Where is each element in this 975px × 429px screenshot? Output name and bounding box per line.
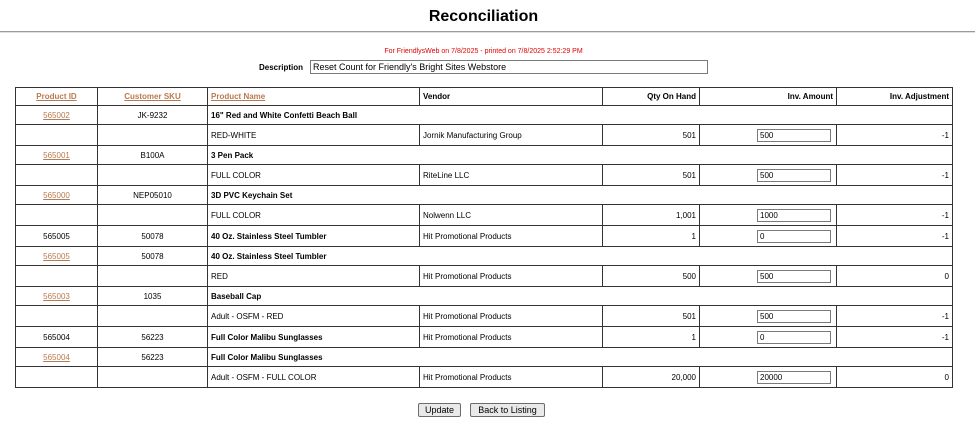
empty-cell [16,165,98,186]
vendor-cell: Nolwenn LLC [420,205,603,226]
table-row [16,327,953,348]
title-divider [0,31,975,33]
variant-name-cell: Adult - OSFM - RED [208,306,420,327]
product-name-cell: Full Color Malibu Sunglasses [208,327,420,348]
inv-amount-input[interactable] [757,129,831,142]
qty-on-hand-cell: 1 [603,226,700,247]
inv-amount-input[interactable] [757,209,831,222]
customer-sku-cell: B100A [98,146,208,165]
inv-adjustment-cell: 0 [837,266,953,287]
qty-on-hand-cell: 1 [603,327,700,348]
inv-amount-cell [700,226,837,247]
product-id-cell[interactable] [16,106,98,125]
product-id-cell: 565005 [16,226,98,247]
col-header-product-id[interactable] [16,88,98,106]
product-name-cell: 40 Oz. Stainless Steel Tumbler [208,226,420,247]
qty-on-hand-cell: 500 [603,266,700,287]
qty-on-hand-cell: 1,001 [603,205,700,226]
inv-amount-input[interactable] [757,230,831,243]
inv-amount-cell [700,205,837,226]
empty-cell [98,306,208,327]
inv-amount-input[interactable] [757,169,831,182]
product-id-cell[interactable] [16,287,98,306]
product-id-cell: 565004 [16,327,98,348]
product-id-link[interactable]: 565004 [43,352,70,362]
empty-cell [16,306,98,327]
customer-sku-cell: NEP05010 [98,186,208,205]
variant-name-cell: FULL COLOR [208,205,420,226]
empty-cell [16,266,98,287]
vendor-cell: Hit Promotional Products [420,266,603,287]
variant-name-cell: FULL COLOR [208,165,420,186]
customer-sku-cell: 56223 [98,327,208,348]
empty-cell [16,205,98,226]
col-header-product-name[interactable] [208,88,420,106]
sort-customer-sku-link[interactable]: Customer SKU [124,92,181,101]
update-button[interactable]: Update [418,403,461,417]
qty-on-hand-cell: 501 [603,306,700,327]
qty-on-hand-cell: 501 [603,125,700,146]
vendor-cell: Hit Promotional Products [420,367,603,388]
customer-sku-cell: 1035 [98,287,208,306]
col-header-customer-sku[interactable] [98,88,208,106]
inv-amount-input[interactable] [757,371,831,384]
table-row [16,287,953,306]
customer-sku-cell: JK-9232 [98,106,208,125]
empty-cell [98,165,208,186]
inv-amount-cell [700,266,837,287]
product-id-link[interactable]: 565005 [43,251,70,261]
inv-adjustment-cell: -1 [837,226,953,247]
table-row [16,186,953,205]
product-id-cell[interactable] [16,146,98,165]
empty-cell [98,125,208,146]
product-id-cell[interactable] [16,247,98,266]
table-row [16,348,953,367]
product-name-cell: 3D PVC Keychain Set [208,186,953,205]
vendor-cell: Hit Promotional Products [420,226,603,247]
product-name-cell: 40 Oz. Stainless Steel Tumbler [208,247,953,266]
table-row [16,247,953,266]
sort-product-name-link[interactable]: Product Name [211,92,266,101]
inv-amount-cell [700,367,837,388]
customer-sku-cell: 50078 [98,247,208,266]
inv-adjustment-cell: -1 [837,205,953,226]
empty-cell [16,125,98,146]
empty-cell [98,266,208,287]
col-header-vendor: Vendor [420,88,603,106]
table-row [16,165,953,186]
table-row [16,205,953,226]
product-id-link[interactable]: 565003 [43,291,70,301]
inv-amount-input[interactable] [757,331,831,344]
inv-amount-cell [700,327,837,348]
table-row [16,146,953,165]
table-row [16,266,953,287]
vendor-cell: Hit Promotional Products [420,327,603,348]
inv-amount-input[interactable] [757,310,831,323]
table-row [16,125,953,146]
description-input[interactable] [310,60,708,74]
col-header-inv-amount: Inv. Amount [700,88,837,106]
product-id-cell[interactable] [16,186,98,205]
product-id-link[interactable]: 565000 [43,190,70,200]
inv-adjustment-cell: -1 [837,327,953,348]
page-title: Reconciliation [428,8,539,25]
inv-adjustment-cell: 0 [837,367,953,388]
product-name-cell: 3 Pen Pack [208,146,953,165]
product-id-cell[interactable] [16,348,98,367]
description-row [259,59,708,75]
inv-amount-cell [700,125,837,146]
inv-amount-cell [700,165,837,186]
product-name-cell: Full Color Malibu Sunglasses [208,348,953,367]
vendor-cell: Hit Promotional Products [420,306,603,327]
back-to-listing-button[interactable]: Back to Listing [470,403,545,417]
empty-cell [98,205,208,226]
customer-sku-cell: 56223 [98,348,208,367]
table-header-row [16,88,953,106]
product-name-cell: 16" Red and White Confetti Beach Ball [208,106,953,125]
variant-name-cell: RED-WHITE [208,125,420,146]
product-id-link[interactable]: 565002 [43,110,70,120]
table-row [16,306,953,327]
table-row [16,367,953,388]
vendor-cell: Jornik Manufacturing Group [420,125,603,146]
inv-adjustment-cell: -1 [837,165,953,186]
table-body [16,106,953,388]
inv-amount-input[interactable] [757,270,831,283]
inv-amount-cell [700,306,837,327]
inv-adjustment-cell: -1 [837,306,953,327]
print-note: For FriendlysWeb on 7/8/2025 - printed on 7/8/2025 2:52:29 PM [384,48,583,55]
variant-name-cell: RED [208,266,420,287]
qty-on-hand-cell: 501 [603,165,700,186]
product-name-cell: Baseball Cap [208,287,953,306]
description-label: Description [259,62,304,72]
empty-cell [16,367,98,388]
product-id-link[interactable]: 565001 [43,150,70,160]
sort-product-id-link[interactable]: Product ID [36,92,77,101]
action-buttons [418,403,545,417]
qty-on-hand-cell: 20,000 [603,367,700,388]
table-row [16,226,953,247]
customer-sku-cell: 50078 [98,226,208,247]
col-header-inv-adjustment: Inv. Adjustment [837,88,953,106]
variant-name-cell: Adult - OSFM - FULL COLOR [208,367,420,388]
empty-cell [98,367,208,388]
reconciliation-table [15,87,953,388]
col-header-qty-on-hand: Qty On Hand [603,88,700,106]
table-row [16,106,953,125]
vendor-cell: RiteLine LLC [420,165,603,186]
inv-adjustment-cell: -1 [837,125,953,146]
